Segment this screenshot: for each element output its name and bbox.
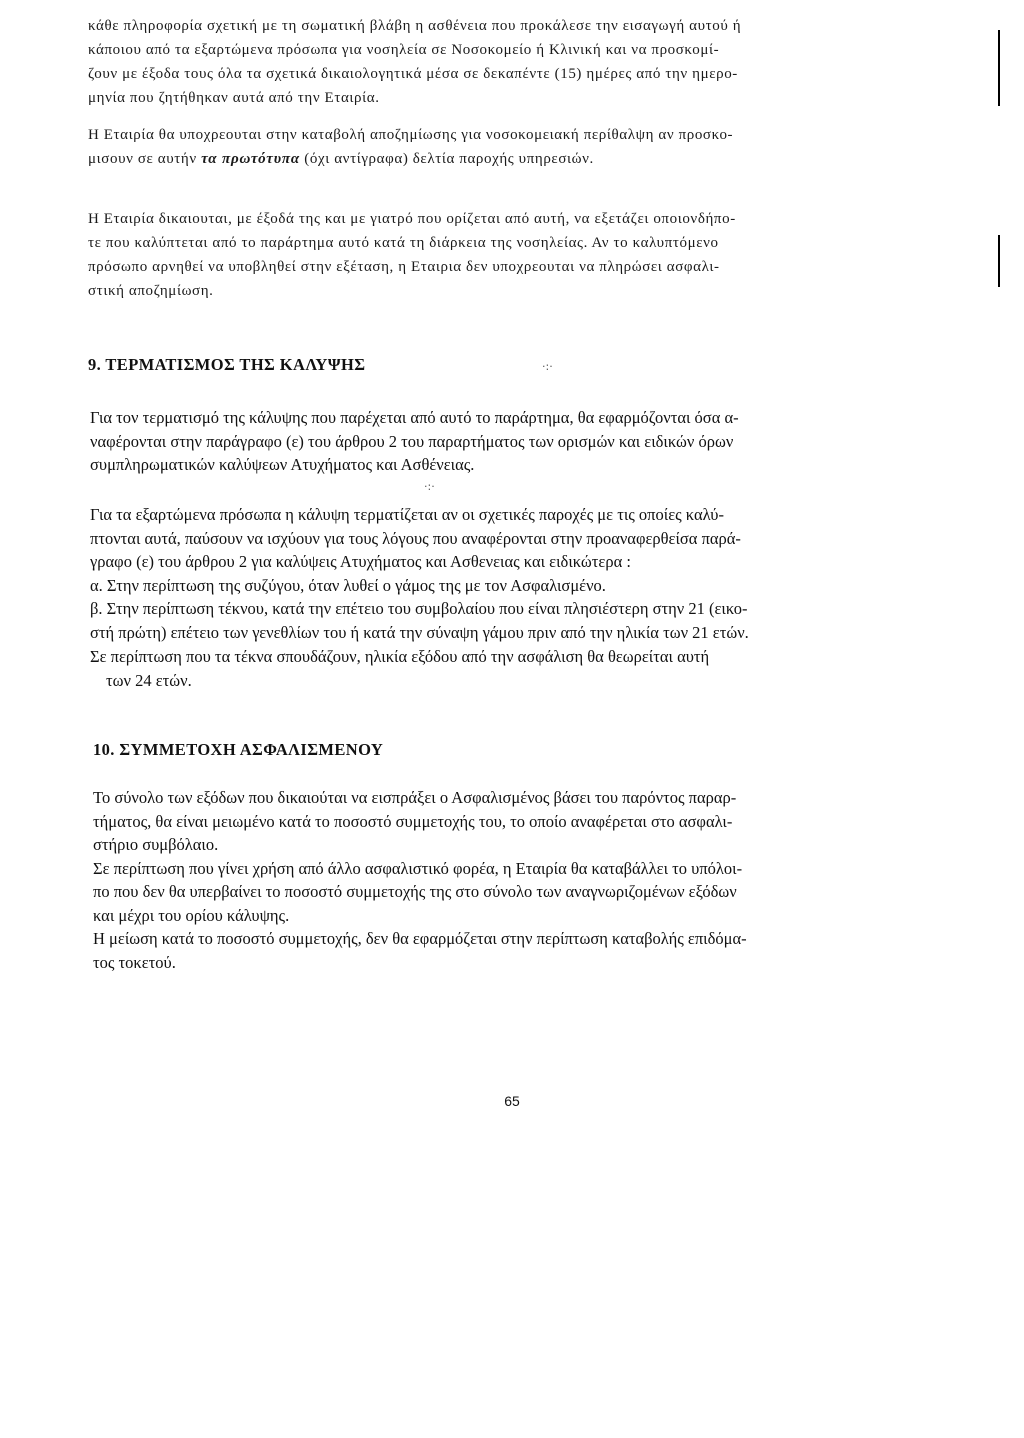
scan-speck: ·:· xyxy=(542,360,553,373)
text-line: τήματος, θα είναι μειωμένο κατά το ποσοστό συμμετοχής του, το οποίο αναφέρεται στο ασφαλι- xyxy=(93,811,733,831)
text-line: πρόσωπο αρνηθεί να υποβληθεί στην εξέταση, η Εταιρια δεν υποχρεουται να πληρώσει ασφαλι- xyxy=(88,259,720,275)
text-line: Για τον τερματισμό της κάλυψης που παρέχεται από αυτό το παράρτημα, θα εφαρμόζονται όσα α- xyxy=(90,408,739,427)
list-item-spouse: α. Στην περίπτωση της συζύγου, όταν λυθεί ο γάμος της με τον Ασφαλισμένο. xyxy=(90,575,606,595)
list-item-child: β. Στην περίπτωση τέκνου, κατά την επέτειο του συμβολαίου που είναι πλησιέστερη στην 21 (εικο- xyxy=(90,599,748,618)
text-line: των 24 ετών. xyxy=(106,670,192,690)
paragraph-insured-participation xyxy=(93,786,908,974)
text-line: στή πρώτη) επέτειο των γενεθλίων του ή κατά την σύναψη γάμου πριν από την ηλικία των 21 ετών. xyxy=(90,622,749,642)
text-line: μηνία που ζητήθηκαν αυτά από την Εταιρία. xyxy=(88,90,380,106)
paragraph-original-receipts xyxy=(88,123,908,171)
scan-speck: ·:· xyxy=(424,480,435,493)
text-line: κάθε πληροφορία σχετική με τη σωματική βλάβη η ασθένεια που προκάλεσε την εισαγωγή αυτού ή xyxy=(88,18,742,34)
text-line xyxy=(88,147,908,171)
section-heading-termination: 9. ΤΕΡΜΑΤΙΣΜΟΣ ΤΗΣ ΚΑΛΥΨΗΣ xyxy=(88,355,366,374)
paragraph-termination-rules xyxy=(90,406,905,477)
text-line: στήριο συμβόλαιο. xyxy=(93,835,219,854)
text-fragment: μισουν σε αυτήν xyxy=(88,151,202,167)
paragraph-hospital-information xyxy=(88,14,908,110)
page-number: 65 xyxy=(504,1093,520,1109)
text-line: συμπληρωματικών καλύψεων Ατυχήματος και Ασθένειας. xyxy=(90,455,475,474)
margin-bar-top xyxy=(998,30,1000,106)
paragraph-dependents-termination xyxy=(90,503,905,692)
text-line: ναφέρονται στην παράγραφο (ε) του άρθρου 2 του παραρτήματος των ορισμών και ειδικών όρων xyxy=(90,431,734,451)
text-line: τε που καλύπτεται από το παράρτημα αυτό κατά τη διάρκεια της νοσηλείας. Αν το καλυπτόμενο xyxy=(88,235,719,251)
text-line: Για τα εξαρτώμενα πρόσωπα η κάλυψη τερματίζεται αν οι σχετικές παροχές με τις οποίες καλύ- xyxy=(90,505,724,524)
text-line: τος τοκετού. xyxy=(93,952,176,972)
text-line: Η Εταιρία δικαιουται, με έξοδά της και με γιατρό που ορίζεται από αυτή, να εξετάζει οποιονδήπο- xyxy=(88,211,736,227)
text-line: πτονται αυτά, παύσουν να ισχύουν για τους λόγους που αναφέρονται στην προαναφερθείσα παρά- xyxy=(90,528,741,548)
paragraph-medical-examination xyxy=(88,207,908,303)
margin-bar-middle xyxy=(998,235,1000,287)
text-line: κάποιου από τα εξαρτώμενα πρόσωπα για νοσηλεία σε Νοσοκομείο ή Κλινική και να προσκομί- xyxy=(88,42,720,58)
text-line: πο που δεν θα υπερβαίνει το ποσοστό συμμετοχής της στο σύνολο των αναγνωριζομένων εξόδων xyxy=(93,882,737,901)
text-line: Σε περίπτωση που γίνει χρήση από άλλο ασφαλιστικό φορέα, η Εταιρία θα καταβάλλει το υπόλοι- xyxy=(93,858,743,878)
text-line: Η Εταιρία θα υποχρεουται στην καταβολή αποζημίωσης για νοσοκομειακή περίθαλψη αν προσκο- xyxy=(88,127,734,143)
text-line: και μέχρι του ορίου κάλυψης. xyxy=(93,905,290,925)
text-line: Το σύνολο των εξόδων που δικαιούται να εισπράξει ο Ασφαλισμένος βάσει του παρόντος παραρ- xyxy=(93,788,737,807)
emphasis-originals: τα πρωτότυπα xyxy=(201,151,300,167)
text-fragment: (όχι αντίγραφα) δελτία παροχής υπηρεσιών. xyxy=(299,151,594,167)
text-line: Η μείωση κατά το ποσοστό συμμετοχής, δεν θα εφαρμόζεται στην περίπτωση καταβολής επιδόμα- xyxy=(93,929,747,948)
text-line: γραφο (ε) του άρθρου 2 για καλύψεις Ατυχήματος και Ασθενειας και ειδικώτερα : xyxy=(90,552,631,571)
text-line: ζουν με έξοδα τους όλα τα σχετικά δικαιολογητικά μέσα σε δεκαπέντε (15) ημέρες από την ημερο- xyxy=(88,66,738,82)
section-heading-participation: 10. ΣΥΜΜΕΤΟΧΗ ΑΣΦΑΛΙΣΜΕΝΟΥ xyxy=(93,740,384,759)
text-line: Σε περίπτωση που τα τέκνα σπουδάζουν, ηλικία εξόδου από την ασφάλιση θα θεωρείται αυτή xyxy=(90,647,710,666)
text-line: στική αποζημίωση. xyxy=(88,283,214,299)
